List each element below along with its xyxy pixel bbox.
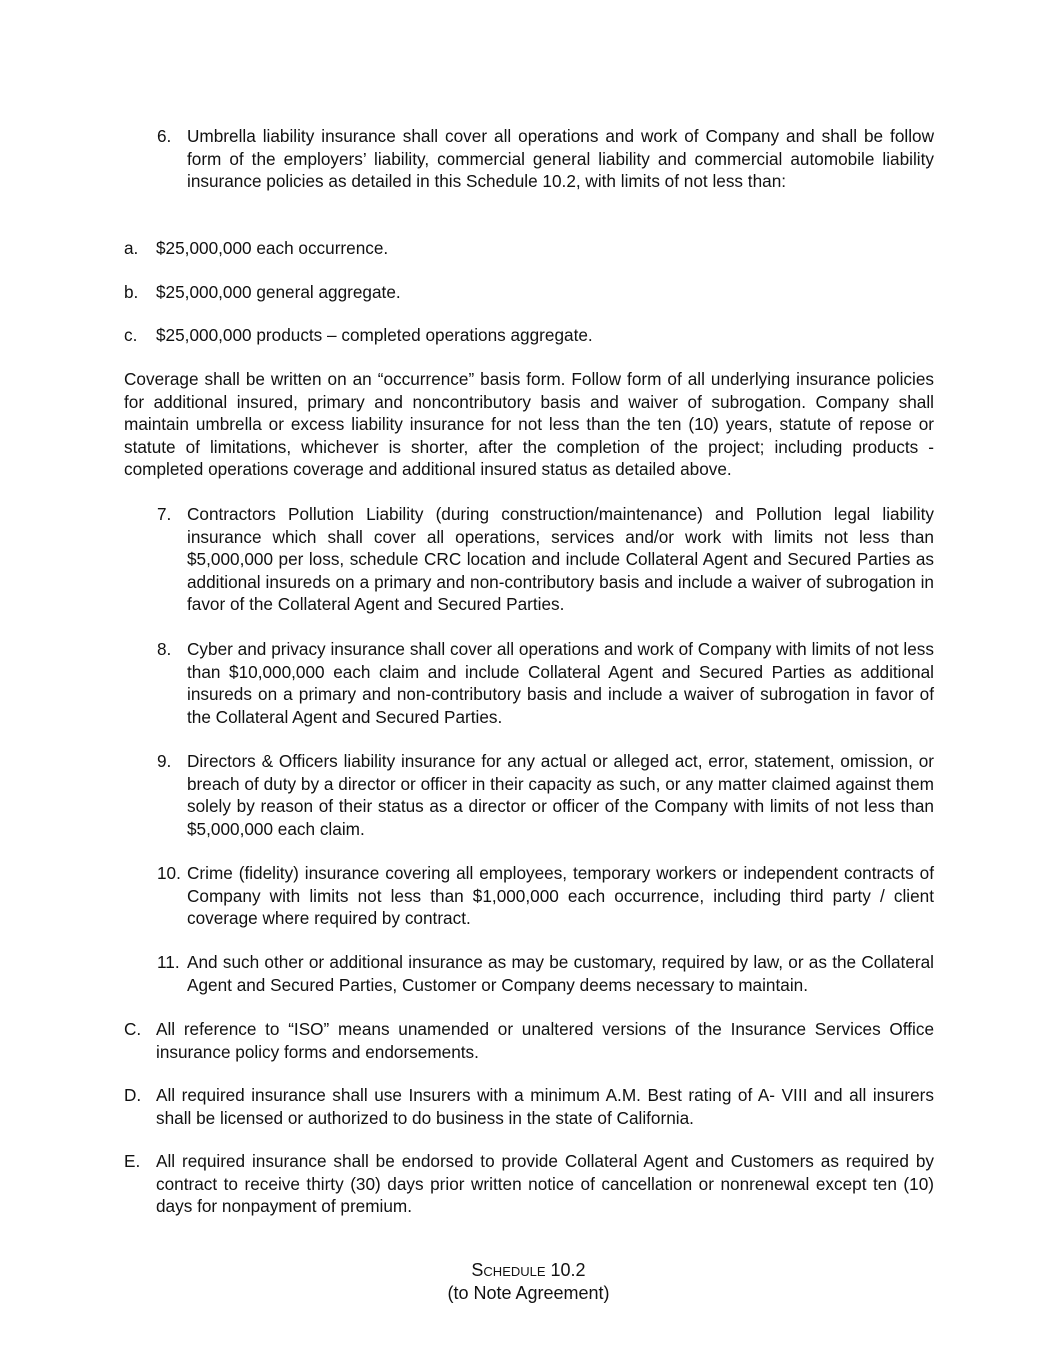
list-item-11 xyxy=(157,951,934,996)
list-text: Contractors Pollution Liability (during construction/maintenance) and Pollution legal liability insurance which shall cover all operations, services and/or work with limits not less than $5,000,000 per loss, schedule CRC location and include Collateral Agent and Secured Parties as additional insureds on a primary and non-contributory basis and include a waiver of subrogation in favor of the Collateral Agent and Secured Parties. xyxy=(187,504,934,615)
section-e xyxy=(124,1150,934,1218)
section-letter: E. xyxy=(124,1151,141,1171)
list-text: Umbrella liability insurance shall cover all operations and work of Company and shall be follow form of the employers’ liability, commercial general liability and commercial automobile liability insurance policies as detailed in this Schedule 10.2, with limits of not less than: xyxy=(187,126,934,192)
section-c xyxy=(124,1018,934,1063)
sub-item-text: $25,000,000 general aggregate. xyxy=(156,282,401,302)
list-number: 7. xyxy=(157,504,172,524)
section-letter: C. xyxy=(124,1019,142,1039)
list-number: 8. xyxy=(157,639,172,659)
list-number: 11. xyxy=(157,952,180,972)
section-text: All required insurance shall use Insurers with a minimum A.M. Best rating of A- VIII and all insurers shall be licensed or authorized to do business in the state of California. xyxy=(156,1085,934,1128)
sub-item-a xyxy=(124,237,934,260)
footer-schedule xyxy=(0,1259,1057,1282)
list-text: And such other or additional insurance as may be customary, required by law, or as the Collateral Agent and Secured Parties, Customer or Company deems necessary to maintain. xyxy=(187,952,934,995)
sub-item-letter: b. xyxy=(124,282,139,302)
section-text: All required insurance shall be endorsed to provide Collateral Agent and Customers as required by contract to receive thirty (30) days prior written notice of cancellation or nonrenewal except ten (10) days for nonpayment of premium. xyxy=(156,1151,934,1217)
list-text: Crime (fidelity) insurance covering all employees, temporary workers or independent contracts of Company with limits not less than $1,000,000 each occurrence, including third party / client coverage where required by contract. xyxy=(187,863,934,929)
list-item-7 xyxy=(157,503,934,616)
sub-item-text: $25,000,000 products – completed operations aggregate. xyxy=(156,325,593,345)
coverage-paragraph: Coverage shall be written on an “occurrence” basis form. Follow form of all underlying insurance policies for additional insured, primary and noncontributory basis and waiver of subrogation. Company shall maintain umbrella or excess liability insurance for not less than the ten (10) years, statute of repose or statute of limitations, whichever is shorter, after the completion of the project; including products - completed operations coverage and additional insured status as detailed above. xyxy=(124,369,934,480)
list-item-6 xyxy=(157,125,934,193)
list-item-8 xyxy=(157,638,934,728)
sub-item-letter: c. xyxy=(124,325,138,345)
footer-schedule-label: Schedule 10.2 xyxy=(471,1260,586,1280)
sub-item-b xyxy=(124,281,934,304)
list-text: Cyber and privacy insurance shall cover all operations and work of Company with limits of not less than $10,000,000 each claim and include Collateral Agent and Secured Parties as additional insureds on a primary and non-contributory basis and include a waiver of subrogation in favor of the Collateral Agent and Secured Parties. xyxy=(187,639,934,727)
list-number: 6. xyxy=(157,126,172,146)
sub-item-c xyxy=(124,324,934,347)
list-number: 10. xyxy=(157,863,181,883)
list-item-9 xyxy=(157,750,934,840)
section-d xyxy=(124,1084,934,1129)
sub-item-text: $25,000,000 each occurrence. xyxy=(156,238,389,258)
list-text: Directors & Officers liability insurance for any actual or alleged act, error, statement, omission, or breach of duty by a director or officer in their capacity as such, or any matter claimed against them solely by reason of their status as a director or officer of the Company with limits of not less than $5,000,000 each claim. xyxy=(187,751,934,839)
footer-subtitle: (to Note Agreement) xyxy=(447,1283,610,1303)
list-number: 9. xyxy=(157,751,172,771)
list-item-10 xyxy=(157,862,934,930)
section-letter: D. xyxy=(124,1085,142,1105)
sub-item-letter: a. xyxy=(124,238,139,258)
section-text: All reference to “ISO” means unamended or unaltered versions of the Insurance Services Office insurance policy forms and endorsements. xyxy=(156,1019,934,1062)
